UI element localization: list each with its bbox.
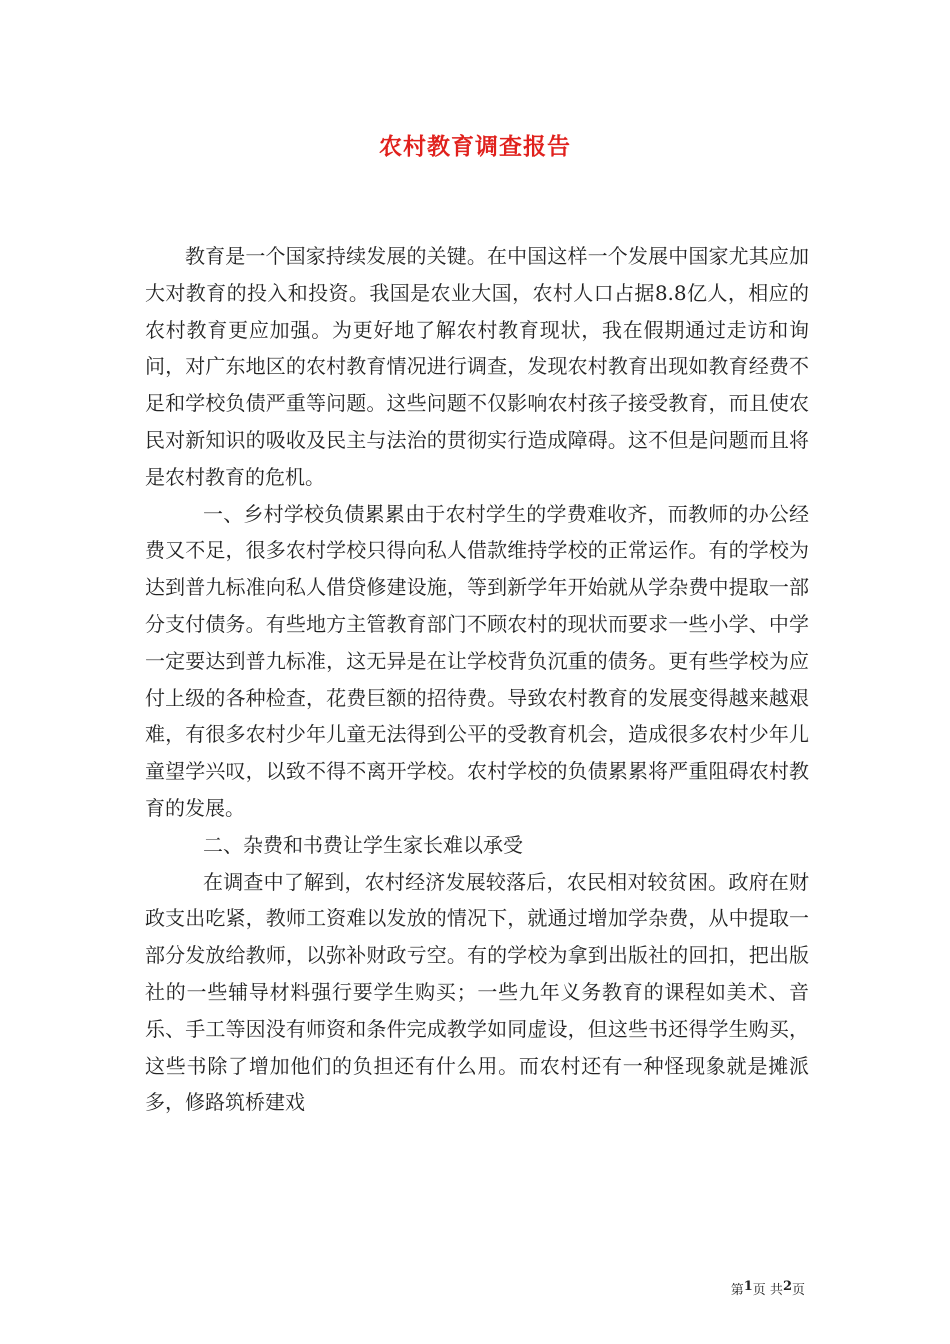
footer-suffix: 页 bbox=[791, 1283, 805, 1298]
footer-prefix: 第 bbox=[730, 1283, 744, 1298]
page-footer bbox=[731, 1279, 805, 1298]
footer-total-pages: 2 bbox=[782, 1279, 792, 1294]
footer-middle: 页 共 bbox=[752, 1283, 783, 1298]
paragraph-section-one: 一、乡村学校负债累累由于农村学生的学费难收齐，而教师的办公经费又不足，很多农村学校只得向私人借款维持学校的正常运作。有的学校为达到普九标准向私人借贷修建设施，等到新学年开始就从学杂费中提取一部分支付债务。有些地方主管教育部门不顾农村的现状而要求一些小学、中学一定要达到普九标准，这无异是在让学校背负沉重的债务。更有些学校为应付上级的各种检查，花费巨额的招待费。导致农村教育的发展变得越来越艰难，有很多农村少年儿童无法得到公平的受教育机会，造成很多农村少年儿童望学兴叹，以致不得不离开学校。农村学校的负债累累将严重阻碍农村教育的发展。 bbox=[145, 501, 809, 820]
document-body bbox=[145, 238, 809, 1121]
paragraph-intro: 教育是一个国家持续发展的关键。在中国这样一个发展中国家尤其应加大对教育的投入和投资。我国是农业大国，农村人口占据8.8亿人，相应的农村教育更应加强。为更好地了解农村教育现状，我在假期通过走访和询问，对广东地区的农村教育情况进行调查，发现农村教育出现如教育经费不足和学校负债严重等问题。这些问题不仅影响农村孩子接受教育，而且使农民对新知识的吸收及民主与法治的贯彻实行造成障碍。这不但是问题而且将是农村教育的危机。 bbox=[145, 244, 809, 489]
footer-current-page: 1 bbox=[743, 1279, 753, 1294]
section-two-heading: 二、杂费和书费让学生家长难以承受 bbox=[203, 832, 523, 857]
paragraph-section-two: 在调查中了解到，农村经济发展较落后，农民相对较贫困。政府在财政支出吃紧，教师工资难以发放的情况下，就通过增加学杂费，从中提取一部分发放给教师，以弥补财政亏空。有的学校为拿到出版社的回扣，把出版社的一些辅导材料强行要学生购买；一些九年义务教育的课程如美术、音乐、手工等因没有师资和条件完成教学如同虚设，但这些书还得学生购买，这些书除了增加他们的负担还有什么用。而农村还有一种怪现象就是摊派多，修路筑桥建戏 bbox=[145, 869, 809, 1115]
document-title: 农村教育调查报告 bbox=[379, 133, 571, 160]
